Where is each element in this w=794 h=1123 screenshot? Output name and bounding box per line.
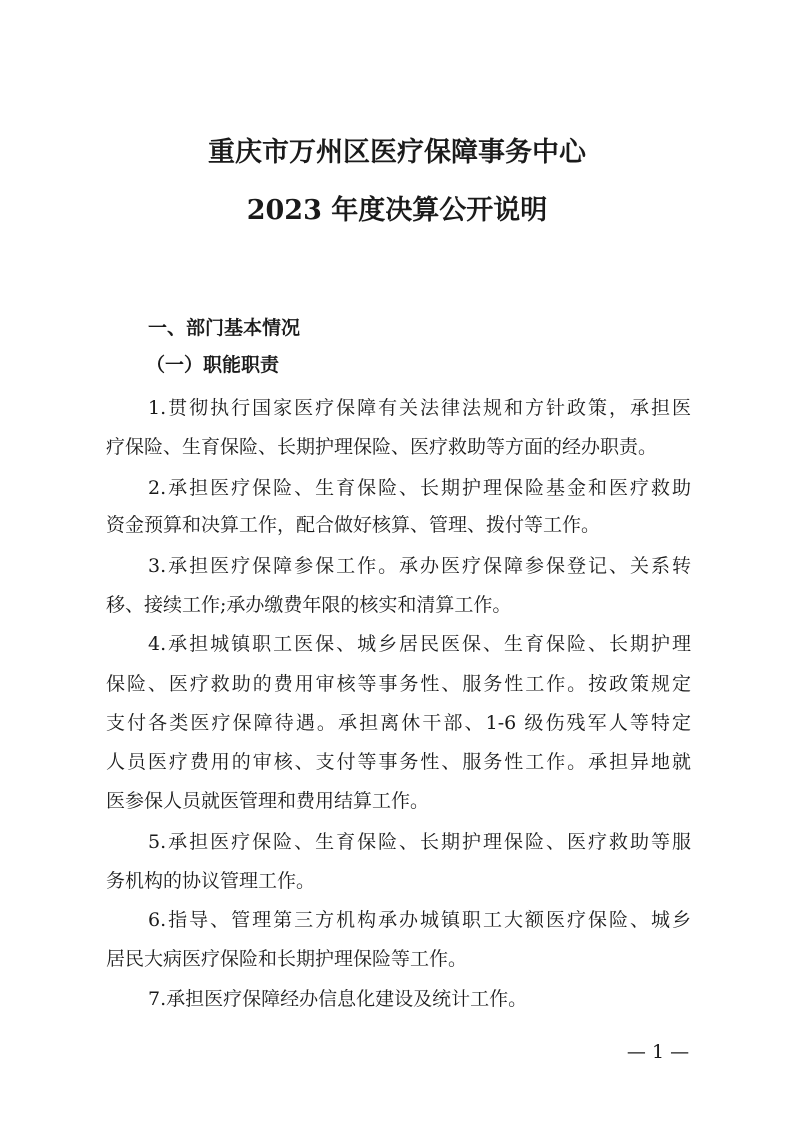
document-title: 重庆市万州区医疗保障事务中心 [208,137,586,168]
section-heading: 一、部门基本情况 [148,317,301,339]
paragraph-line: 人员医疗费用的审核、支付等事务性、服务性工作。承担异地就 [106,751,691,773]
paragraph-line: 3.承担医疗保障参保工作。承办医疗保障参保登记、关系转 [148,555,691,577]
paragraph-line: 支付各类医疗保障待遇。承担离休干部、1-6 级伤残军人等特定 [106,712,691,734]
paragraph-line: 1.贯彻执行国家医疗保障有关法律法规和方针政策，承担医 [148,397,691,419]
paragraph-line: 居民大病医疗保险和长期护理保险等工作。 [106,948,468,970]
paragraph-line: 保险、医疗救助的费用审核等事务性、服务性工作。按政策规定 [106,673,691,695]
paragraph-line: 2.承担医疗保险、生育保险、长期护理保险基金和医疗救助 [148,477,691,499]
paragraph-line: 移、接续工作;承办缴费年限的核实和清算工作。 [106,594,512,616]
paragraph-line: 5.承担医疗保险、生育保险、长期护理保险、医疗救助等服 [148,831,691,853]
paragraph-line: 6.指导、管理第三方机构承办城镇职工大额医疗保险、城乡 [148,909,691,931]
subsection-heading: （一）职能职责 [146,354,280,376]
paragraph-line: 7.承担医疗保障经办信息化建设及统计工作。 [148,988,528,1010]
paragraph-line: 务机构的协议管理工作。 [106,870,316,892]
paragraph-line: 医参保人员就医管理和费用结算工作。 [106,790,430,812]
document-subtitle: 2023 年度决算公开说明 [246,195,548,226]
paragraph-line: 疗保险、生育保险、长期护理保险、医疗救助等方面的经办职责。 [106,436,658,458]
paragraph-line: 资金预算和决算工作，配合做好核算、管理、拨付等工作。 [106,514,601,536]
page-number: — 1 — [626,1041,690,1063]
paragraph-line: 4.承担城镇职工医保、城乡居民医保、生育保险、长期护理 [148,633,691,655]
